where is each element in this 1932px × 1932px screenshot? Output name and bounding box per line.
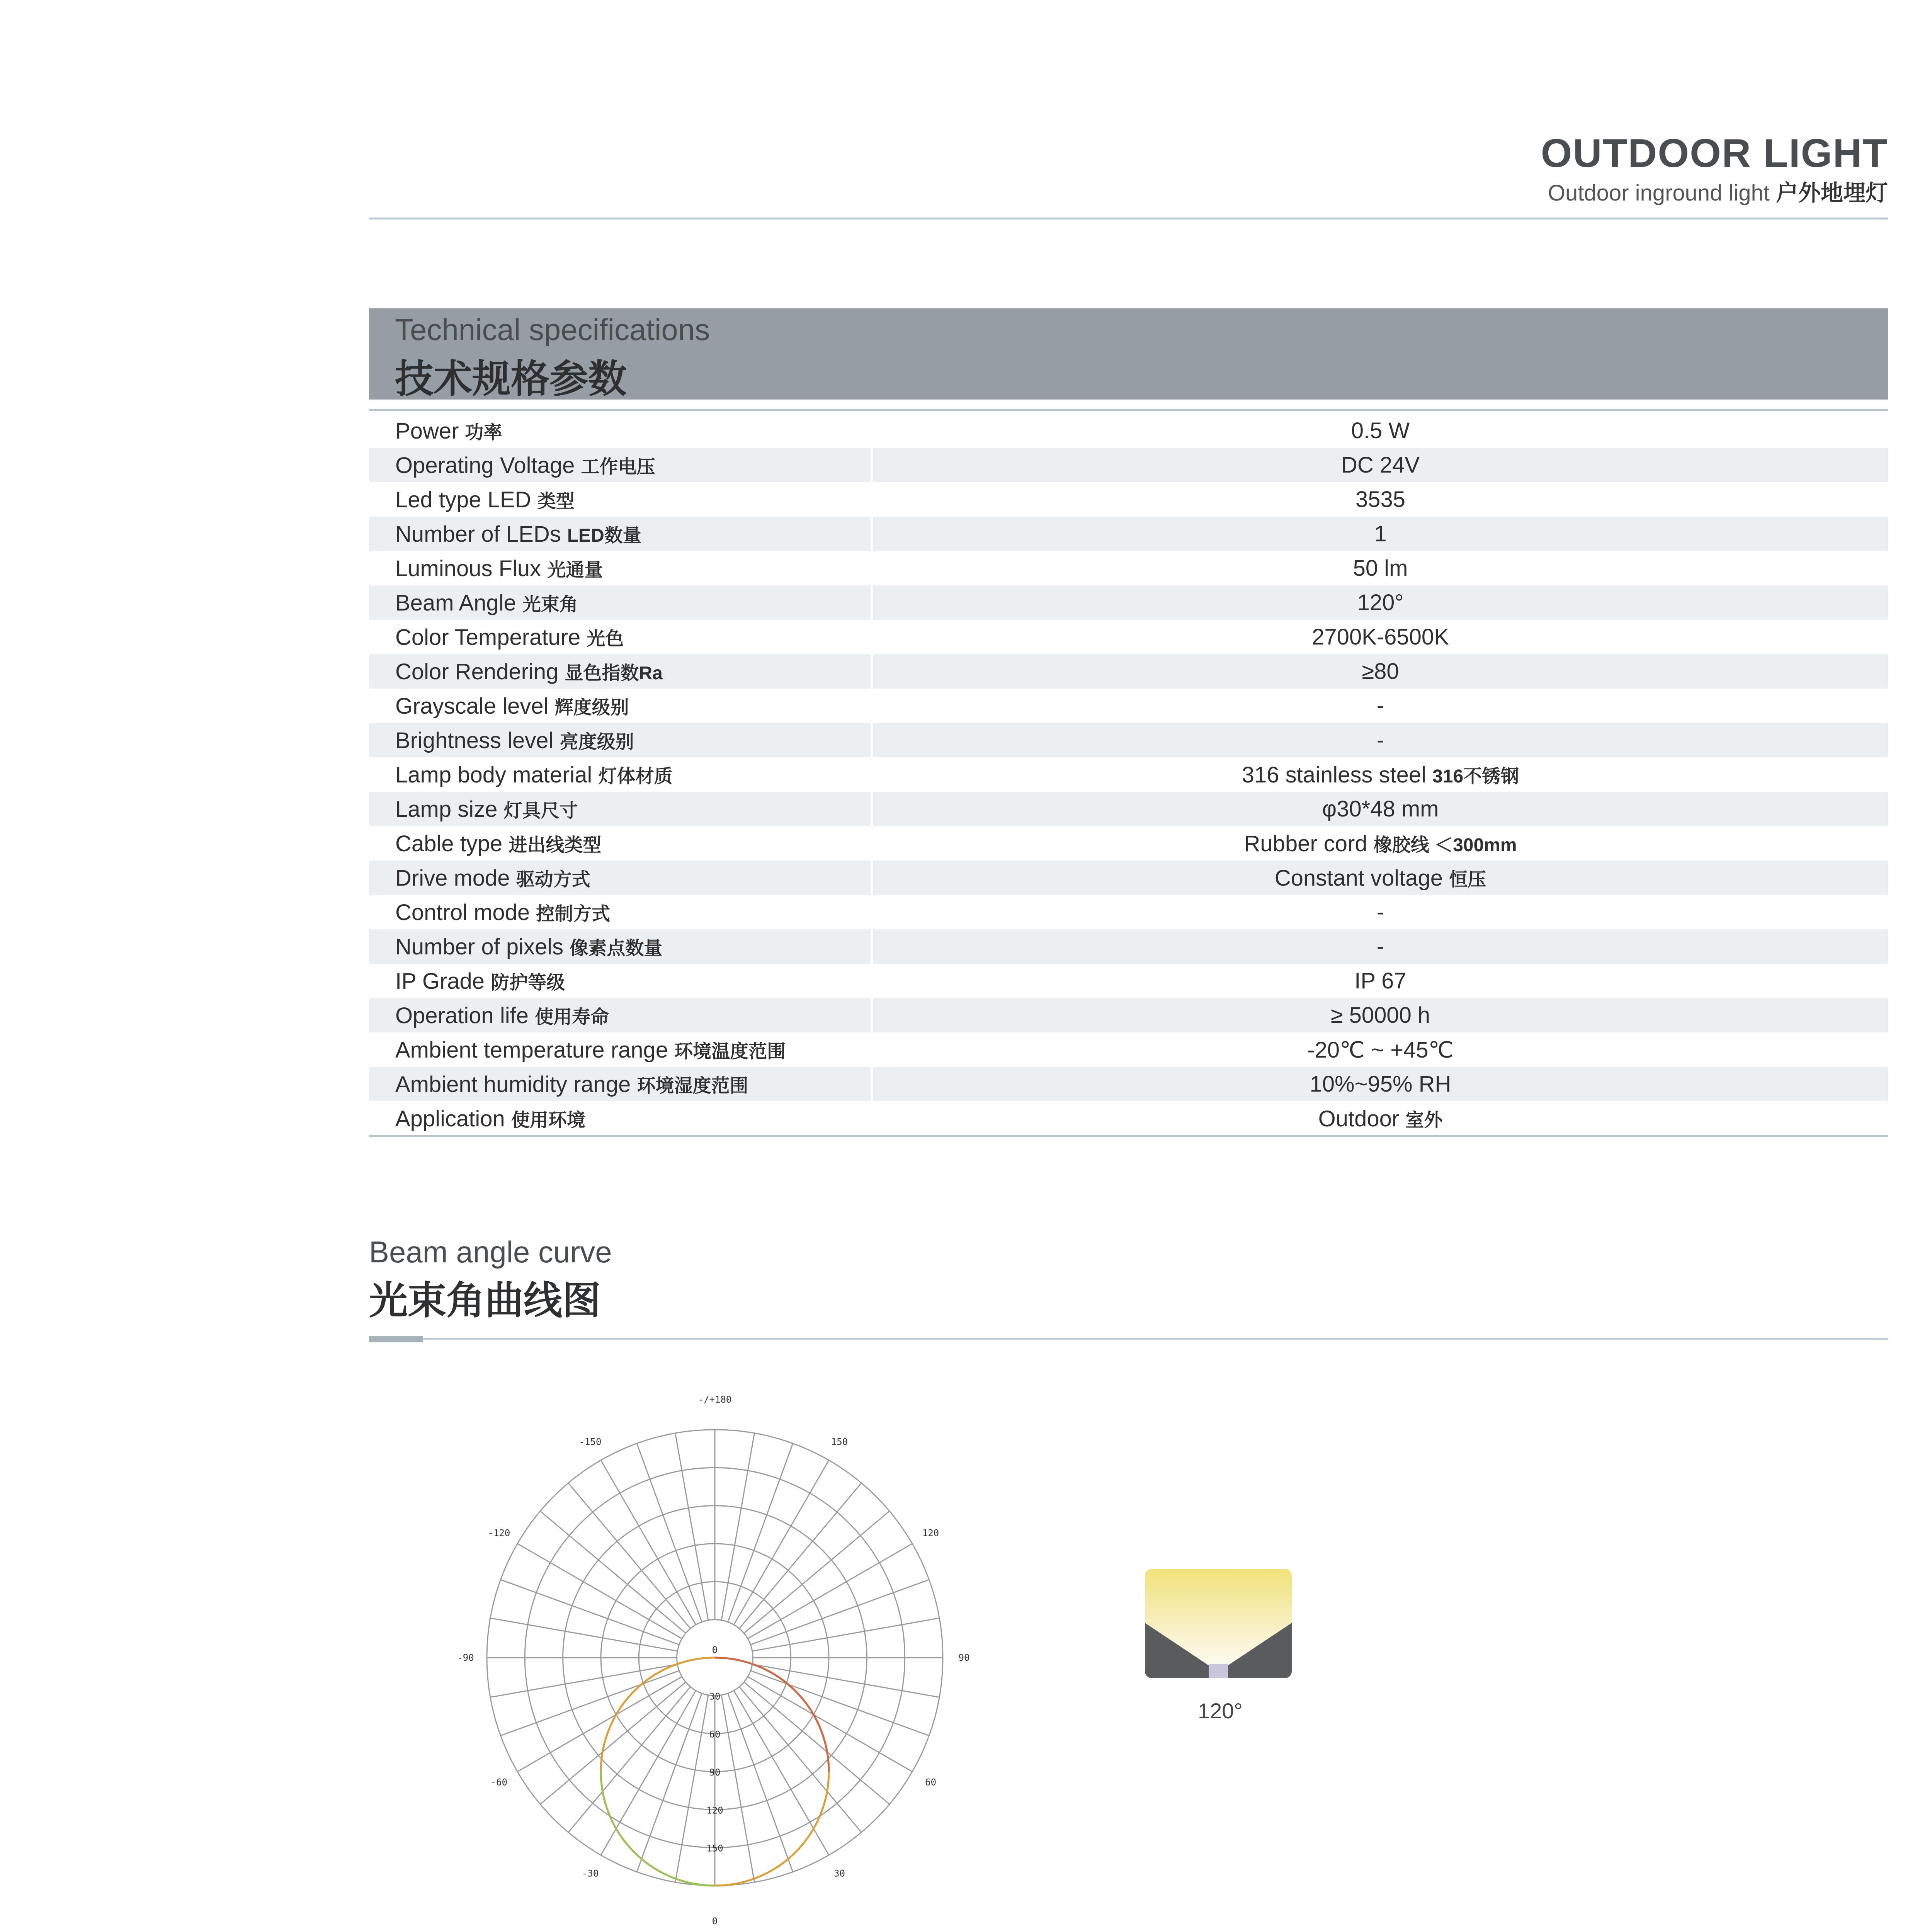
beam-divider-accent bbox=[369, 1336, 423, 1342]
polar-label: 90 bbox=[958, 1652, 970, 1663]
spec-value bbox=[872, 517, 1888, 551]
spec-label-zh: 亮度级别 bbox=[560, 732, 634, 752]
spec-value-zh: 恒压 bbox=[1449, 869, 1486, 890]
spec-row bbox=[369, 929, 1888, 964]
polar-label: -120 bbox=[488, 1527, 510, 1539]
spec-label-zh: 光色 bbox=[587, 629, 624, 649]
spec-label-zh: 光通量 bbox=[547, 560, 603, 580]
spec-label bbox=[369, 723, 872, 757]
polar-label: 120 bbox=[922, 1527, 939, 1539]
spec-label bbox=[369, 413, 872, 448]
polar-spoke bbox=[752, 1618, 939, 1651]
spec-value bbox=[872, 1032, 1888, 1067]
spec-label-en: Operation life bbox=[395, 1003, 529, 1028]
polar-spoke bbox=[721, 1695, 754, 1882]
spec-label-zh: 控制方式 bbox=[536, 904, 611, 924]
spec-label-en: Number of LEDs bbox=[395, 522, 561, 547]
spec-label bbox=[369, 998, 872, 1032]
spec-label bbox=[369, 551, 872, 585]
polar-spoke bbox=[744, 1511, 889, 1633]
spec-label-en: Ambient temperature range bbox=[395, 1037, 668, 1063]
polar-spoke bbox=[568, 1687, 690, 1832]
polar-spoke bbox=[490, 1618, 677, 1651]
subtitle-zh: 户外地埋灯 bbox=[1776, 180, 1888, 206]
spec-value-text: 120° bbox=[1357, 590, 1404, 615]
spec-value bbox=[872, 448, 1888, 482]
spec-top-rule bbox=[369, 409, 1888, 411]
spec-value bbox=[872, 654, 1888, 689]
polar-spoke bbox=[739, 1483, 861, 1629]
polar-spoke bbox=[728, 1444, 793, 1622]
spec-label bbox=[369, 1067, 872, 1101]
spec-value-zh: 室外 bbox=[1405, 1110, 1443, 1131]
polar-spoke bbox=[501, 1580, 679, 1645]
spec-value bbox=[872, 895, 1888, 929]
spec-row bbox=[369, 1067, 1888, 1101]
polar-spoke bbox=[637, 1693, 702, 1872]
spec-value bbox=[872, 723, 1888, 757]
spec-label-en: Color Temperature bbox=[395, 625, 581, 650]
spec-value bbox=[872, 585, 1888, 620]
polar-spoke bbox=[744, 1682, 889, 1804]
spec-value-text: - bbox=[1376, 693, 1384, 718]
spec-label bbox=[369, 895, 872, 929]
spec-label bbox=[369, 448, 872, 482]
spec-label-en: Ambient humidity range bbox=[395, 1072, 631, 1097]
spec-value bbox=[872, 861, 1888, 895]
spec-value bbox=[872, 929, 1888, 964]
polar-spoke bbox=[750, 1671, 929, 1736]
spec-label-zh: 功率 bbox=[465, 422, 502, 443]
header-divider bbox=[369, 218, 1888, 219]
spec-label bbox=[369, 757, 872, 792]
spec-value bbox=[872, 689, 1888, 723]
beam-title-zh: 光束角曲线图 bbox=[369, 1279, 601, 1322]
spec-row bbox=[369, 551, 1888, 585]
spec-label-en: Grayscale level bbox=[395, 694, 549, 719]
spec-label-zh: 类型 bbox=[537, 491, 575, 512]
spec-label-en: Lamp size bbox=[395, 797, 498, 822]
spec-label-zh: 光束角 bbox=[522, 594, 578, 615]
polar-label: 30 bbox=[709, 1691, 721, 1702]
spec-value bbox=[872, 826, 1888, 861]
spec-value-text: 316 stainless steel bbox=[1242, 762, 1426, 787]
spec-value-text: -20℃ ~ +45℃ bbox=[1307, 1037, 1454, 1063]
spec-label-en: Power bbox=[395, 418, 459, 444]
spec-label-zh: 环境湿度范围 bbox=[637, 1076, 748, 1096]
spec-value-text: Outdoor bbox=[1318, 1106, 1400, 1131]
spec-label-zh: 工作电压 bbox=[581, 457, 655, 477]
polar-label: 60 bbox=[709, 1729, 721, 1740]
spec-row bbox=[369, 448, 1888, 482]
spec-label-zh: 防护等级 bbox=[491, 973, 565, 993]
spec-label bbox=[369, 1101, 872, 1136]
spec-value bbox=[872, 1101, 1888, 1136]
polar-label: -150 bbox=[579, 1436, 602, 1447]
spec-label bbox=[369, 826, 872, 861]
beam-angle-swatch bbox=[1145, 1569, 1292, 1678]
polar-label: 30 bbox=[834, 1868, 845, 1879]
spec-value-text: 1 bbox=[1374, 521, 1387, 546]
polar-label: -60 bbox=[490, 1777, 508, 1788]
spec-value-text: 10%~95% RH bbox=[1310, 1071, 1451, 1097]
beam-angle-label: 120° bbox=[1198, 1699, 1243, 1723]
spec-label-zh: 使用寿命 bbox=[535, 1007, 609, 1027]
spec-row bbox=[369, 1101, 1888, 1136]
spec-title-zh: 技术规格参数 bbox=[395, 357, 627, 401]
spec-row bbox=[369, 998, 1888, 1032]
spec-label bbox=[369, 929, 872, 964]
spec-value bbox=[872, 413, 1888, 448]
spec-row bbox=[369, 482, 1888, 517]
spec-label bbox=[369, 482, 872, 517]
spec-label bbox=[369, 1032, 872, 1067]
spec-label-en: Color Rendering bbox=[395, 659, 559, 684]
spec-label-en: Control mode bbox=[395, 900, 530, 925]
polar-spoke bbox=[750, 1580, 929, 1645]
spec-table bbox=[369, 413, 1888, 1136]
spec-value bbox=[872, 964, 1888, 998]
polar-label: 150 bbox=[706, 1843, 723, 1854]
polar-label: 0 bbox=[712, 1916, 718, 1927]
spec-label bbox=[369, 689, 872, 723]
spec-value-text: IP 67 bbox=[1354, 968, 1406, 993]
spec-label-en: Led type LED bbox=[395, 487, 531, 512]
spec-value bbox=[872, 1067, 1888, 1101]
beam-curve-c270 bbox=[601, 1772, 715, 1886]
polar-spoke bbox=[501, 1671, 679, 1736]
spec-label bbox=[369, 861, 872, 895]
spec-label-zh: 灯体材质 bbox=[598, 766, 673, 787]
spec-value bbox=[872, 482, 1888, 517]
spec-row bbox=[369, 723, 1888, 757]
spec-row bbox=[369, 689, 1888, 723]
spec-label-zh: 进出线类型 bbox=[509, 835, 602, 855]
polar-spoke bbox=[721, 1433, 754, 1620]
spec-label-zh: 像素点数量 bbox=[570, 938, 663, 959]
spec-value-zh: 橡胶线 ＜300mm bbox=[1373, 835, 1517, 855]
polar-spoke bbox=[675, 1695, 708, 1882]
beam-title-en: Beam angle curve bbox=[369, 1235, 612, 1269]
polar-spoke bbox=[752, 1664, 939, 1697]
spec-row bbox=[369, 964, 1888, 998]
polar-label: -90 bbox=[457, 1652, 474, 1663]
spec-value-text: ≥80 bbox=[1362, 659, 1399, 684]
spec-title-en: Technical specifications bbox=[395, 313, 710, 347]
spec-label-zh: 环境温度范围 bbox=[674, 1041, 786, 1062]
spec-value-text: 3535 bbox=[1355, 487, 1406, 512]
spec-row bbox=[369, 620, 1888, 654]
polar-label: 150 bbox=[831, 1436, 848, 1447]
spec-label-en: Operating Voltage bbox=[395, 453, 575, 478]
polar-spoke bbox=[728, 1693, 793, 1872]
spec-value bbox=[872, 551, 1888, 585]
spec-label bbox=[369, 517, 872, 551]
spec-label-zh: 驱动方式 bbox=[516, 869, 590, 890]
polar-beam-diagram bbox=[437, 1387, 993, 1928]
spec-value-text: φ30*48 mm bbox=[1322, 796, 1439, 821]
spec-value-text: 0.5 W bbox=[1351, 418, 1410, 443]
spec-value-text: - bbox=[1376, 900, 1384, 925]
spec-value bbox=[872, 998, 1888, 1032]
spec-label-en: Luminous Flux bbox=[395, 556, 541, 581]
polar-label: -/+180 bbox=[698, 1394, 732, 1405]
spec-label-en: Cable type bbox=[395, 831, 503, 856]
spec-value-text: ≥ 50000 h bbox=[1330, 1003, 1430, 1028]
polar-label: 120 bbox=[706, 1805, 723, 1816]
spec-label bbox=[369, 585, 872, 620]
spec-label-zh: 灯具尺寸 bbox=[503, 801, 578, 821]
spec-row bbox=[369, 517, 1888, 551]
spec-label-en: IP Grade bbox=[395, 969, 485, 994]
polar-spoke bbox=[739, 1687, 861, 1832]
beam-divider bbox=[369, 1338, 1888, 1340]
spec-label-zh: 使用环境 bbox=[511, 1110, 585, 1131]
spec-label-en: Application bbox=[395, 1106, 505, 1131]
polar-spoke bbox=[675, 1433, 708, 1620]
spec-row bbox=[369, 826, 1888, 861]
spec-row bbox=[369, 792, 1888, 826]
spec-label-en: Brightness level bbox=[395, 728, 554, 753]
polar-spoke bbox=[637, 1444, 702, 1622]
spec-value-text: DC 24V bbox=[1341, 452, 1420, 478]
polar-label: 60 bbox=[925, 1777, 937, 1788]
spec-label-en: Beam Angle bbox=[395, 590, 516, 616]
spec-row bbox=[369, 895, 1888, 929]
spec-label bbox=[369, 654, 872, 689]
spec-row bbox=[369, 654, 1888, 689]
spec-label bbox=[369, 792, 872, 826]
spec-value-text: Constant voltage bbox=[1274, 866, 1443, 891]
spec-label-en: Number of pixels bbox=[395, 934, 564, 959]
polar-label: -30 bbox=[582, 1868, 599, 1879]
spec-value-text: - bbox=[1376, 934, 1384, 959]
spec-row bbox=[369, 1032, 1888, 1067]
spec-label bbox=[369, 964, 872, 998]
spec-value-zh: 316不锈钢 bbox=[1432, 766, 1519, 787]
spec-label-en: Drive mode bbox=[395, 866, 510, 891]
spec-row bbox=[369, 585, 1888, 620]
spec-label-en: Lamp body material bbox=[395, 762, 592, 787]
spec-value bbox=[872, 620, 1888, 654]
polar-spoke bbox=[490, 1664, 677, 1697]
spec-label-zh: 辉度级别 bbox=[554, 697, 629, 718]
spec-row bbox=[369, 757, 1888, 792]
spec-label-zh: LED数量 bbox=[567, 526, 641, 546]
spec-value bbox=[872, 757, 1888, 792]
polar-label: 90 bbox=[709, 1767, 721, 1778]
polar-spoke bbox=[568, 1483, 690, 1629]
spec-value-text: Rubber cord bbox=[1244, 831, 1367, 856]
spec-value-text: 50 lm bbox=[1353, 556, 1408, 581]
spec-bottom-rule bbox=[369, 1135, 1888, 1137]
spec-row bbox=[369, 861, 1888, 895]
polar-spoke bbox=[540, 1511, 686, 1633]
polar-label: 0 bbox=[712, 1645, 718, 1655]
polar-spoke bbox=[540, 1682, 686, 1804]
catalog-subtitle bbox=[1548, 175, 1888, 207]
spec-value-text: 2700K-6500K bbox=[1312, 624, 1449, 650]
catalog-title: OUTDOOR LIGHT bbox=[1541, 131, 1888, 176]
subtitle-en: Outdoor inground light bbox=[1548, 180, 1770, 206]
spec-value bbox=[872, 792, 1888, 826]
spec-value-text: - bbox=[1376, 728, 1384, 753]
spec-label bbox=[369, 620, 872, 654]
spec-row bbox=[369, 413, 1888, 448]
spec-label-zh: 显色指数Ra bbox=[565, 663, 663, 684]
